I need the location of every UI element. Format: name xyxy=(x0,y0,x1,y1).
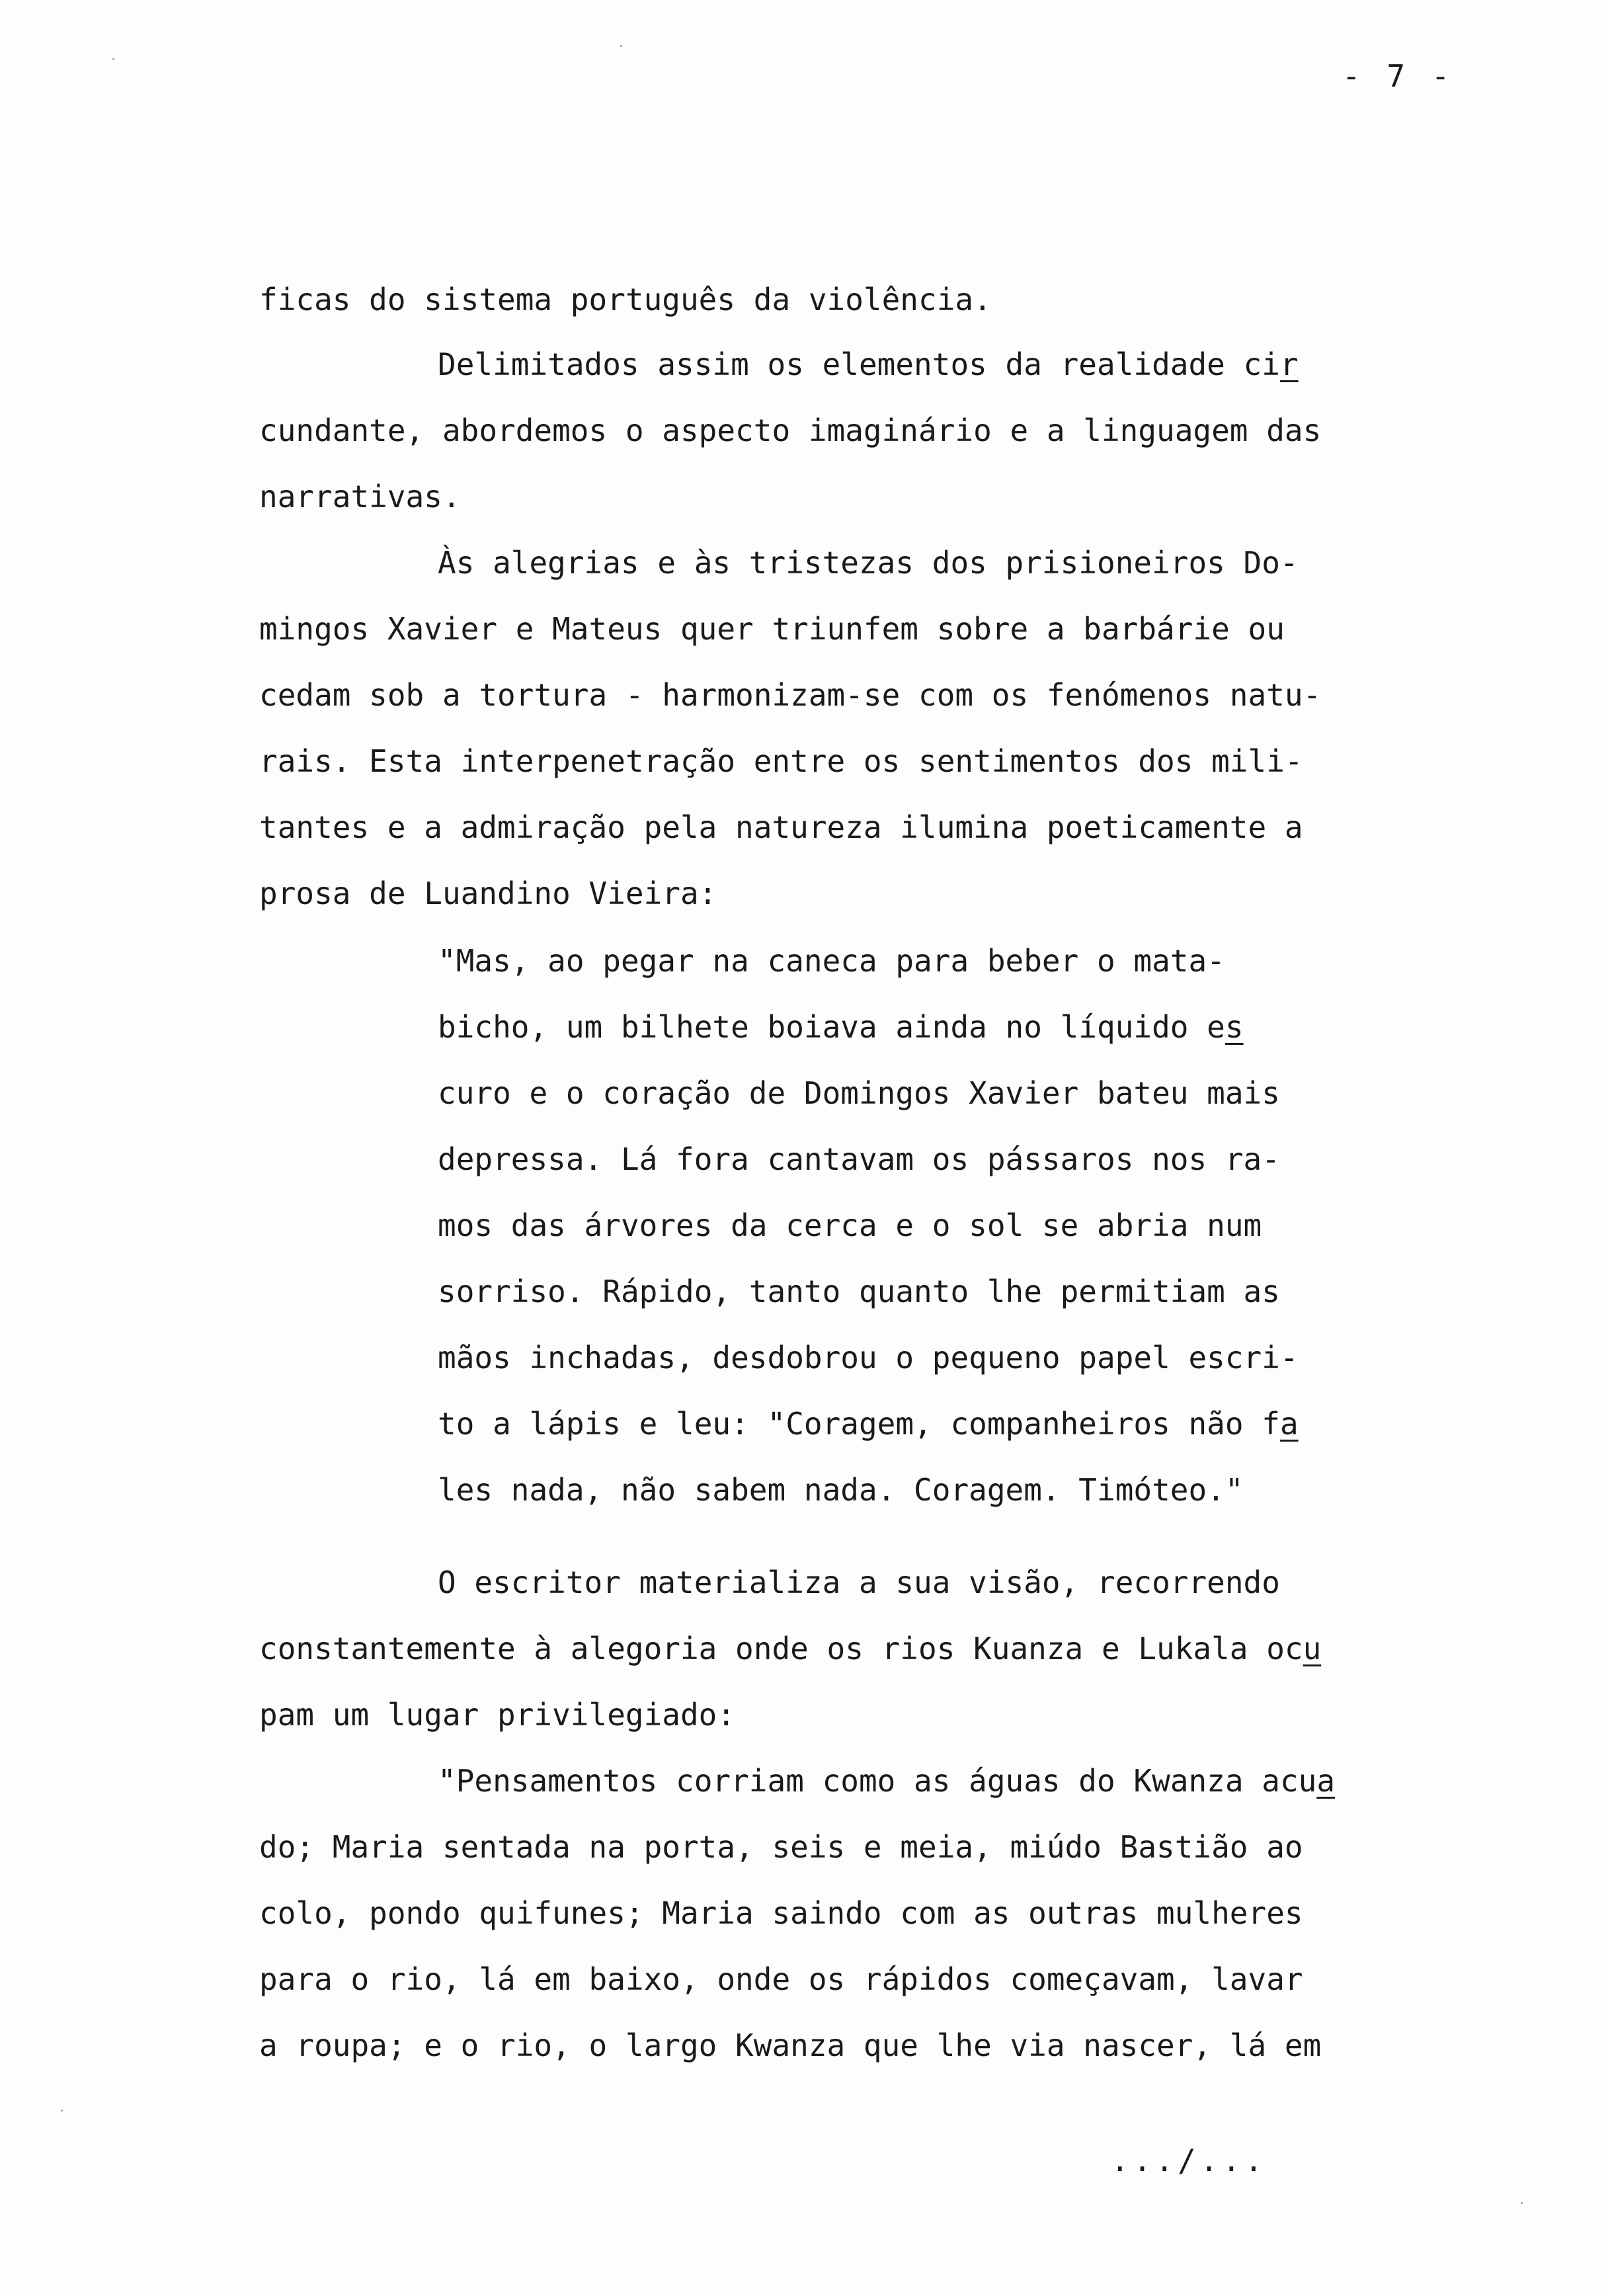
text-line: O escritor materializa a sua visão, recorrendo xyxy=(438,1565,1280,1600)
text-line: mingos Xavier e Mateus quer triunfem sobre a barbárie ou xyxy=(259,611,1285,647)
text-line: rais. Esta interpenetração entre os sentimentos dos mili- xyxy=(259,743,1303,779)
paper-speck xyxy=(112,58,114,60)
text-line: constantemente à alegoria onde os rios Kuanza e Lukala ocu xyxy=(259,1631,1322,1666)
quote-line: a roupa; e o rio, o largo Kwanza que lhe via nascer, lá em xyxy=(259,2028,1322,2063)
page-number: - 7 - xyxy=(1342,58,1454,94)
quote-line: curo e o coração de Domingos Xavier bateu mais xyxy=(438,1075,1280,1111)
continuation-mark: .../... xyxy=(1111,2143,1267,2178)
quote-line: do; Maria sentada na porta, seis e meia, miúdo Bastião ao xyxy=(259,1829,1303,1865)
text-line: cedam sob a tortura - harmonizam-se com os fenómenos natu- xyxy=(259,677,1322,713)
paper-speck xyxy=(61,2110,63,2112)
text-line: pam um lugar privilegiado: xyxy=(259,1697,736,1733)
quote-line: mãos inchadas, desdobrou o pequeno papel escri- xyxy=(438,1340,1299,1375)
quote-line: mos das árvores da cerca e o sol se abria num xyxy=(438,1208,1262,1243)
quote-line: depressa. Lá fora cantavam os pássaros nos ra- xyxy=(438,1141,1280,1177)
text-line: prosa de Luandino Vieira: xyxy=(259,876,717,911)
quote-line: bicho, um bilhete boiava ainda no líquido es xyxy=(438,1009,1244,1045)
paper-speck xyxy=(1521,2202,1523,2204)
text-line: Às alegrias e às tristezas dos prisioneiros Do- xyxy=(438,545,1299,581)
quote-line: "Mas, ao pegar na caneca para beber o mata- xyxy=(438,943,1225,979)
quote-line: sorriso. Rápido, tanto quanto lhe permitiam as xyxy=(438,1274,1280,1309)
paper-speck xyxy=(620,45,622,47)
quote-line: "Pensamentos corriam como as águas do Kwanza acua xyxy=(438,1763,1336,1799)
text-line: ficas do sistema português da violência. xyxy=(259,282,992,317)
quote-line: colo, pondo quifunes; Maria saindo com as outras mulheres xyxy=(259,1895,1303,1931)
text-line: tantes e a admiração pela natureza ilumina poeticamente a xyxy=(259,809,1303,845)
text-line: cundante, abordemos o aspecto imaginário e a linguagem das xyxy=(259,413,1322,448)
quote-line: to a lápis e leu: "Coragem, companheiros não fa xyxy=(438,1406,1299,1442)
quote-line: les nada, não sabem nada. Coragem. Timóteo." xyxy=(438,1472,1244,1508)
quote-line: para o rio, lá em baixo, onde os rápidos começavam, lavar xyxy=(259,1961,1303,1997)
text-line: narrativas. xyxy=(259,479,461,514)
text-line: Delimitados assim os elementos da realidade cir xyxy=(438,347,1299,382)
